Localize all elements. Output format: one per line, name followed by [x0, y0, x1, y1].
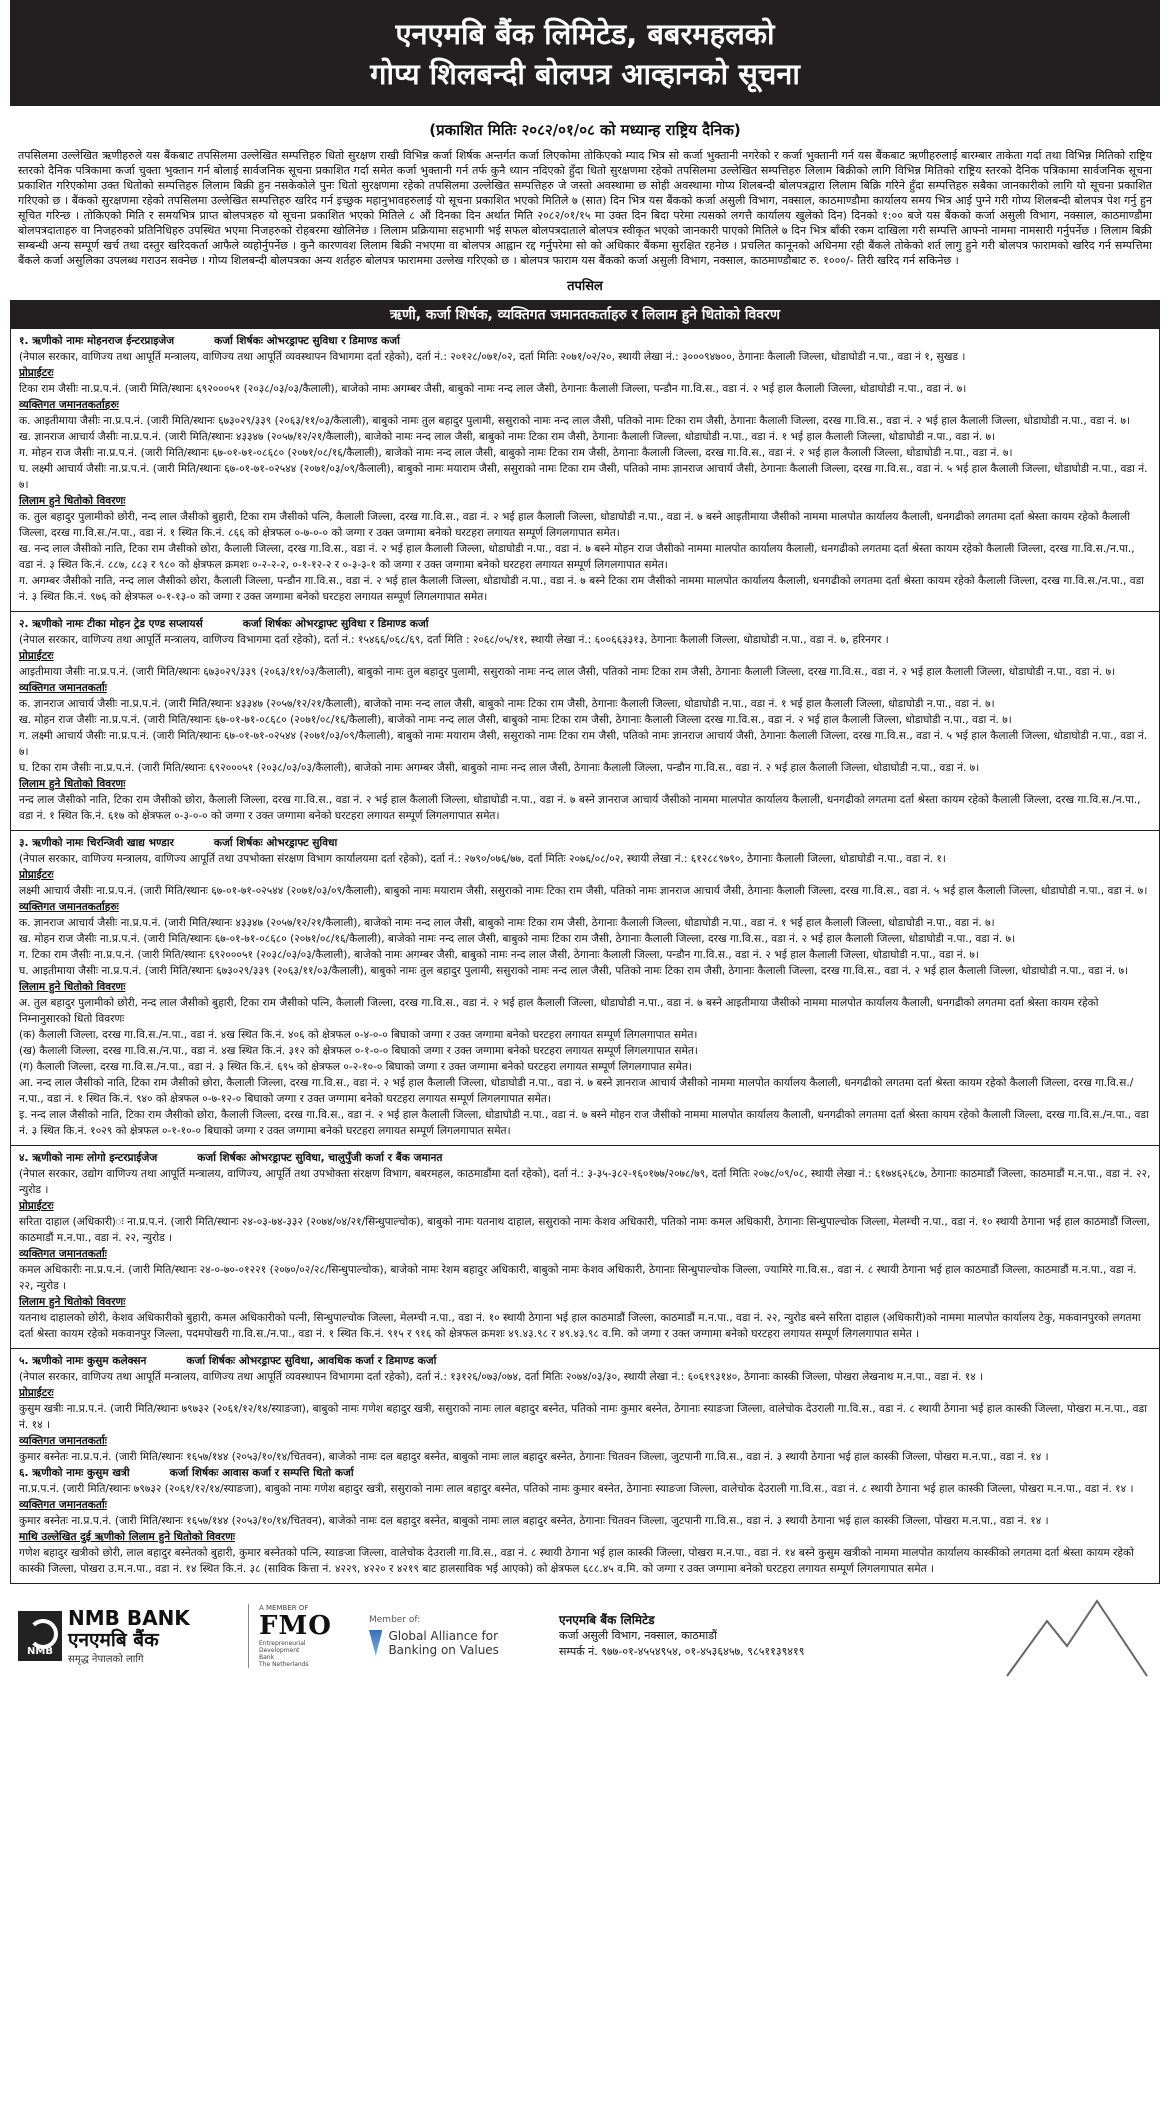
detail-line: (ख) कैलाली जिल्ला, दरख गा.वि.स./न.पा., वडा नं. ४ख स्थित कि.नं. ३१२ को क्षेत्रफल ०-१-०-० बिघाको जग्गा र उक्त जग्गामा बनेको घरटहरा लगायत सम्पूर्ण लिगलगापात समेत।	[19, 1045, 698, 1057]
detail-line: लक्ष्मी आचार्य जैसीः ना.प्र.प.नं. (जारी मिति/स्थानः ६७-०१-७१-०२५४४ (२०७१/०३/०९/कैलाली), बाबुको नामः मयाराम जैसी, ससुराको नामः टिका राम जैसी, पतिको नामः ज्ञानराज आचार्य जैसी, ठेगानाः कैलाली जिल्ला, दरख गा.वि.स., वडा नं. ५ भई हाल कैलाली जिल्ला, धोडाघोडी न.पा., वडा नं. ७।	[19, 885, 1148, 897]
fmo-name: FMO	[259, 1611, 332, 1641]
borrower-name: २. ऋणीको नामः टीका मोहन ट्रेड एण्ड सप्लायर्स	[19, 618, 203, 630]
fmo-sub-4: The Netherlands	[259, 1661, 309, 1668]
detail-line: ग. अगम्बर जैसीको नाति, नन्द लाल जैसीको छोरा, कैलाली जिल्ला, पन्डौन गा.वि.स., वडा नं. २ भई हाल कैलाली जिल्ला, धोडाघोडी न.पा., वडा नं. ७ बस्ने टिका राम जैसीको नाममा मालपोत कार्यालय कैलाली, धनगढीको लगतमा दर्ता श्रेस्ता कायम रहेको कैलाली जिल्ला, दरख गा.वि.स./न.पा., वडा नं. ३ स्थित कि.नं. ९७६ को क्षेत्रफल ०-१-१३-० को जग्गा र उक्त जग्गामा बनेको घरटहरा लगायत सम्पूर्ण लिगलगापात समेत।	[19, 575, 1145, 603]
detail-line: नन्द लाल जैसीको नाति, टिका राम जैसीको छोरा, कैलाली जिल्ला, दरख गा.वि.स., वडा नं. २ भई हाल कैलाली जिल्ला, धोडाघोडी न.पा., वडा नं. ७ बस्ने ज्ञानराज आचार्य जैसीको नाममा मालपोत कार्यालय कैलाली, धनगढीको लगतमा दर्ता श्रेस्ता कायम रहेको कैलाली जिल्ला, दरख गा.वि.स./न.पा., वडा नं. १ स्थित कि.नं. ६१७ को क्षेत्रफल ०-३-०-० को जग्गा र उक्त जग्गामा बनेको घरटहरा लगायत सम्पूर्ण लिगलगापात समेत।	[19, 794, 1141, 822]
borrower-name: ६. ऋणीको नामः कुसुम खत्री	[19, 1467, 130, 1479]
intro-paragraph: तपसिलमा उल्लेखित ऋणीहरुले यस बैंकबाट तपसिलमा उल्लेखित सम्पत्तिहरु धितो सुरक्षण राखी विभिन्न कर्जा शिर्षक अन्तर्गत कर्जा लिएकोमा तोकिएको म्याद भित्र सो कर्जा भुक्तानी नगरेको र कर्जा भुक्तानी गर्न यस बैंकबाट ऋणीहरुलाई बारम्बार ताकेता गर्दा तथा विभिन्न मितिको राष्ट्रिय स्तरको दैनिक पत्रिकामा कर्जा चुक्ता भुक्तान गर्न बोलाई सार्वजनिक सूचना प्रकाशित गर्दा समेत कर्जा भुक्तानी गर्न तर्फ कुनै ध्यान नदिएको हुँदा धितो सुरक्षणमा रहेको तपसिलमा उल्लेखित सम्पत्तिहरु लिलाम बिक्रीको लागि विभिन्न मितिको राष्ट्रिय स्तरको दैनिक पत्रिकामा सार्वजनिक सूचना प्रकाशित गरिएकोमा उक्त धितोको सम्पत्तिहरु लिलाम बिक्री हुन नसकेकोले पुनः धितो सुरक्षणमा रहेको तपसिलमा उल्लेखित सम्पत्तिहरु जे जस्तो अवस्थामा छ सोही अवस्थामा गोप्य शिलबन्दी बोलपत्रद्वारा लिलाम बिक्रि गरिने हुँदा सम्पत्तिहरु सबैका जानकारीको लागि यो सूचना प्रकाशित गरिएको छ । बैंकको सुरक्षणमा रहेको तपसिलमा उल्लेखित सम्पत्तिहरु खरिद गर्न इच्छुक महानुभावहरुलाई यो सूचना प्रकाशित भएको मितिले ७ (सात) दिन भित्र यस बैंकको कर्जा असुली विभाग, नक्साल, काठमाण्डौमा कार्यालय समय भित्र आई पुग्ने गरी गोप्य शिलबन्दी बोलपत्र पेश गर्नु हुन सूचित गरिन्छ । तोकिएको मिति र समयभित्र प्राप्त बोलपत्रहरु यो सूचना प्रकाशित भएको मितिले ८ औं दिनका दिन अर्थात मिति २०८२/०१/१५ मा उक्त दिन बिदा परेमा त्यसको लगत्तै कार्यालय खुलेको दिन) दिनको १:०० बजे यस बैंकको कर्जा असुली विभाग, नक्साल, काठमाण्डौमा बोलपत्रदाताहरु वा निजहरुको प्रतिनिधिहरु उपस्थित भएमा निजहरुको रोहबरमा खोलिनेछ । लिलाम प्रक्रियामा सहभागी भई सफल बोलपत्रदाताले बोलपत्र स्वीकृत भएको जानकारी पाएको मितिले ७ दिन भित्र बाँकी रकम दाखिला गरी सम्पत्ति आफ्नो नाममा नामसारी गर्नुपर्नेछ । लिलाम बिक्री सम्बन्धी अन्य सम्पूर्ण खर्च तथा दस्तुर खरिदकर्ता आफैले व्यहोर्नुपर्नेछ । कुनै कारणवश लिलाम बिक्री नभएमा वा बोलपत्र आह्वान रद्द गर्नुपरेमा सो को अधिकार बैंकमा सुरक्षित रहनेछ । प्रचलित कानूनको अधिनमा रही बैंकले तोकेको शर्त लागु हुने गरी बोलपत्र फारामको खरिद गर्न सम्पत्तिमा बैंकले कर्जा असुलिका उपलब्ध गराउन सक्नेछ । गोप्य शिलबन्दी बोलपत्रका अन्य शर्तहरु बोलपत्र फाराममा उल्लेख गरिएको छ । बोलपत्र फाराम यस बैंकको कर्जा असुली विभाग, नक्साल, काठमाण्डौबाट रु. १०००/- तिरी खरिद गर्न सकिनेछ ।	[18, 149, 1152, 267]
loan-type: कर्जा शिर्षकः ओभरड्राफ्ट सुविधा	[213, 837, 338, 849]
subheading: लिलाम हुने धितोको विवरणः	[19, 495, 126, 507]
detail-line: ख. नन्द लाल जैसीको नाति, टिका राम जैसीको छोरा, कैलाली जिल्ला, दरख गा.वि.स., वडा नं. २ भई हाल कैलाली जिल्ला, धोडाघोडी न.पा., वडा नं. ७ बस्ने मोहन राज जैसीको नाममा मालपोत कार्यालय कैलाली, धनगढीको लगतमा दर्ता श्रेस्ता कायम रहेको कैलाली जिल्ला, दरख गा.वि.स./न.पा., वडा नं. ३ स्थित कि.नं. ८८७, ८८३ र ९८० को क्षेत्रफल क्रमशः ०-२-२-२, ०-१-१२-२ र ०-३-३-१ को जग्गा र उक्त जग्गामा बनेको घरटहरा लगायत सम्पूर्ण लिगलगापात समेत।	[19, 543, 1135, 571]
detail-line: गणेश बहादुर खत्रीको छोरी, लाल बहादुर बस्नेतको बुहारी, कुमार बस्नेतको पत्नि, स्याङजा जिल्ला, वालेचोक देउराली गा.वि.स., वडा नं. ८ स्थायी ठेगाना भई हाल कास्की जिल्ला, पोखरा म.न.पा., वडा नं. १४ बस्ने कुसुम खत्रीको नाममा मालपोत कार्यालय कास्कीको लगतमा दर्ता श्रेस्ता कायम रहेको कास्की जिल्ला, पोखरा उ.म.न.पा., वडा नं. १४ स्थित कि.नं. ३८ (साविक कित्ता नं. ४२२९, ४२२० र ४२१९ बाट हालसाविक भई आएको) को क्षेत्रफल ६८८.४५ व.मि. को जग्गा र उक्त जग्गामा बनेको घरटहरा लगायत सम्पूर्ण लिगलगापात समेत ।	[19, 1547, 1134, 1575]
published-date: (प्रकाशित मितिः २०८२/०१/०८ को मध्यान्ह राष्ट्रिय दैनिक)	[429, 121, 741, 139]
loan-type: कर्जा शिर्षकः ओभरड्राफ्ट सुविधा, चालुपुँजी कर्जा र बैंक जमानत	[197, 1152, 443, 1164]
borrower-section	[11, 1146, 1159, 1349]
borrower-section	[11, 329, 1159, 612]
detail-line: क. तुल बहादुर पुलामीको छोरी, नन्द लाल जैसीको बुहारी, टिका राम जैसीको पत्नि, कैलाली जिल्ला, दरख गा.वि.स., वडा नं. २ भई हाल कैलाली जिल्ला, धोडाघोडी न.पा., वडा नं. ७ बस्ने आइतीमाया जैसीको नाममा मालपोत कार्यालय कैलाली, धनगढीको लगतमा दर्ता श्रेस्ता कायम रहेको कैलाली जिल्ला, दरख गा.वि.स./न.पा., वडा नं. १ स्थित कि.नं. ८६६ को क्षेत्रफल ०-७-०-० को जग्गा र उक्त जग्गामा बनेको घरटहरा लगायत सम्पूर्ण लिगलगापात समेत।	[19, 511, 1130, 539]
detail-line: टिका राम जैसीः ना.प्र.प.नं. (जारी मिति/स्थानः ६९२०००५१ (२०३८/०३/०३/कैलाली), बाजेको नामः अगम्बर जैसी, बाबुको नामः नन्द लाल जैसी, ठेगानाः कैलाली जिल्ला, पन्डौन गा.वि.स., वडा नं. २ भई हाल कैलाली जिल्ला, धोडाघोडी न.पा., वडा नं. ७।	[19, 383, 967, 395]
gabv-icon	[369, 1630, 382, 1656]
borrower-name: ५. ऋणीको नामः कुसुम कलेक्सन	[19, 1355, 147, 1367]
subheading: व्यक्तिगत जमानतकर्ताः	[19, 682, 107, 694]
detail-line: ख. ज्ञानराज आचार्य जैसीः ना.प्र.प.नं. (जारी मिति/स्थानः ४३३४७ (२०५७/१२/२१/कैलाली), बाजेको नामः नन्द लाल जैसी, बाबुको नामः टिका राम जैसी, ठेगानाः कैलाली जिल्ला, धोडाघोडी न.पा., वडा नं. १ भई हाल कैलाली जिल्ला, धोडाघोडी न.पा., वडा नं. ७।	[19, 431, 996, 443]
fmo-member-text: A MEMBER OF	[259, 1604, 309, 1612]
detail-line: ग. मोहन राज जैसीः ना.प्र.प.नं. (जारी मिति/स्थानः ६७-०१-७१-०८६८० (२०७१/०८/१६/कैलाली), बाजेको नामः नन्द लाल जैसी, बाबुको नामः टिका राम जैसी, ठेगानाः कैलाली जिल्ला, दरख गा.वि.स., वडा नं. २ भई हाल कैलाली जिल्ला, धोडाघोडी न.पा., वडा नं. ७।	[19, 447, 1013, 459]
contact-name: एनएमबि बैंक लिमिटेड	[559, 1613, 655, 1627]
nmb-logo	[18, 1607, 248, 1665]
loan-type: कर्जा शिर्षकः आवास कर्जा र सम्पत्ति धितो कर्जा	[169, 1467, 354, 1479]
detail-line: ग. लक्ष्मी आचार्य जैसीः ना.प्र.प.नं. (जारी मिति/स्थानः ६७-०१-७१-०२५४४ (२०७१/०३/०९/कैलाली), बाबुको नामः मयाराम जैसी, ससुराको नामः टिका राम जैसी, पतिको नामः ज्ञानराज आचार्य जैसी, ठेगानाः कैलाली जिल्ला, दरख गा.वि.स., वडा नं. ५ भई हाल कैलाली जिल्ला, धोडाघोडी न.पा., वडा नं. ७।	[19, 730, 1148, 758]
detail-line: क. आइतीमाया जैसीः ना.प्र.प.नं. (जारी मिति/स्थानः ६७३०२९/३३९ (२०६३/११/०३/कैलाली), बाबुको नामः तुल बहादुर पुलामी, ससुराको नामः नन्द लाल जैसी, पतिको नामः टिका राम जैसी, ठेगानाः कैलाली जिल्ला, दरख गा.वि.स., वडा नं. २ भई हाल कैलाली जिल्ला, धोडाघोडी न.पा., वडा नं. ७।	[19, 415, 1130, 427]
fmo-logo	[248, 1604, 369, 1668]
fmo-sub-2: Development	[259, 1647, 300, 1654]
subheading: प्रोप्राईटरः	[19, 1200, 54, 1212]
schedule-table	[10, 329, 1160, 1584]
detail-line: कुमार बस्नेतः ना.प्र.प.नं. (जारी मिति/स्थानः १६५७/१४४ (२०५३/१०/१४/चितवन), बाजेको नामः दल बहादुर बस्नेत, बाबुको नामः लाल बहादुर बस्नेत, ठेगानाः चितवन जिल्ला, जुटपानी गा.वि.स., वडा नं. ३ स्थायी ठेगाना भई हाल कास्की जिल्ला, पोखरा म.न.पा., वडा नं. १४ ।	[19, 1515, 1049, 1527]
detail-line: क. ज्ञानराज आचार्य जैसीः ना.प्र.प.नं. (जारी मिति/स्थानः ४३३४७ (२०५७/१२/२१/कैलाली), बाजेको नामः नन्द लाल जैसी, बाबुको नामः टिका राम जैसी, ठेगानाः कैलाली जिल्ला, धोडाघोडी न.पा., वडा नं. १ भई हाल कैलाली जिल्ला, धोडाघोडी न.पा., वडा नं. ७।	[19, 917, 995, 929]
borrower-header	[19, 333, 1151, 349]
detail-line: (क) कैलाली जिल्ला, दरख गा.वि.स./न.पा., वडा नं. ४ख स्थित कि.नं. ४०६ को क्षेत्रफल ०-४-०-० बिघाको जग्गा र उक्त जग्गामा बनेको घरटहरा लगायत सम्पूर्ण लिगलगापात समेत।	[19, 1029, 698, 1041]
borrower-section	[11, 612, 1159, 831]
detail-line: ग. टिका राम जैसीः ना.प्र.प.नं. (जारी मिति/स्थानः ६९२०००५१ (२०३८/०३/०३/कैलाली), बाजेको नामः अगम्बर जैसी, बाबुको नामः नन्द लाल जैसी, ठेगानाः कैलाली जिल्ला, पन्डौन गा.वि.स., वडा नं. २ भई हाल कैलाली जिल्ला, धोडाघोडी न.पा., वडा नं. ७।	[19, 949, 979, 961]
detail-line: कमल अधिकारीः ना.प्र.प.नं. (जारी मिति/स्थानः २४-०-७०-०१२२१ (२०७०/०२/२८/सिन्धुपाल्चोक), बाजेको नामः रेशम बहादुर अधिकारी, बाबुको नामः केशव अधिकारी, ठेगानाः सिन्धुपाल्चोक जिल्ला, ज्यामिरे गा.वि.स., वडा नं. ८ स्थायी ठेगाना भई हाल काठमाडौं जिल्ला, काठमाडौं म.न.पा., वडा नं. २२, न्युरोड ।	[19, 1264, 1137, 1292]
detail-line: अ. तुल बहादुर पुलामीको छोरी, नन्द लाल जैसीको बुहारी, टिका राम जैसीको पत्नि, कैलाली जिल्ला, दरख गा.वि.स., वडा नं. २ भई हाल कैलाली जिल्ला, धोडाघोडी न.पा., वडा नं. ७ बस्ने आइतीमाया जैसीको नाममा मालपोत कार्यालय कैलाली, धनगढीको लगतमा दर्ता श्रेस्ता कायम रहेको निम्नानुसारको धितो विवरणः	[19, 997, 1099, 1025]
member-of-label: Member of:	[369, 1615, 421, 1625]
subheading: व्यक्तिगत जमानतकर्ताः	[19, 1435, 107, 1447]
contact-dept: कर्जा असुली विभाग, नक्साल, काठमाडौं	[559, 1629, 717, 1642]
schedule-title: ऋणी, कर्जा शिर्षक, व्यक्तिगत जमानतकर्ताहरु र लिलाम हुने धितोको विवरण	[10, 300, 1160, 329]
borrower-name: १. ऋणीको नामः मोहनराज ईन्टरप्राइजेज	[19, 335, 175, 347]
nmb-name-en: NMB BANK	[68, 1606, 190, 1630]
borrower-header	[19, 1465, 1151, 1481]
borrower-section	[11, 831, 1159, 1146]
schedule-label: तपसिल	[567, 279, 603, 294]
detail-line: (नेपाल सरकार, वाणिज्य मन्त्रालय, वाणिज्य आपूर्ति तथा उपभोक्ता संरक्षण विभाग कार्यालयमा दर्ता रहेको), दर्ता नं.: २७९०/०७६/७७, दर्ता मितिः २०७६/०८/०२, स्थायी लेखा नं.: ६१२८८९७९०, ठेगानाः कैलाली जिल्ला, धोडाघोडी न.पा., वडा नं. १।	[19, 853, 946, 865]
loan-type: कर्जा शिर्षकः ओभरड्राफ्ट सुविधा र डिमाण्ड कर्जा	[242, 618, 429, 630]
mountain-icon	[1002, 1591, 1152, 1681]
fmo-sub-3: Bank	[259, 1654, 275, 1661]
borrower-section	[11, 1349, 1159, 1583]
contact-block	[539, 1612, 1002, 1660]
detail-line: यतनाथ दाहालको छोरी, केशव अधिकारीको बुहारी, कमल अधिकारीको पत्नी, सिन्धुपाल्चोक जिल्ला, मेलम्ची न.पा., वडा नं. १० स्थायी ठेगाना भई हाल काठमाडौं जिल्ला, काठमाडौं म.न.पा., वडा नं. २२, न्युरोड बस्ने सरिता दाहाल (अधिकारी)को नाममा मालपोत कार्यालय टेकु, मकवानपुरको लगतमा दर्ता श्रेस्ता कायम रहेको मकवानपुर जिल्ला, पदमपोखरी गा.वि.स./न.पा., वडा नं. १ स्थित कि.नं. ९१५ र ९१६ को क्षेत्रफल क्रमशः ४९.४३.९८ र ४९.४३.९८ व.मि. को जग्गा र उक्त जग्गामा बनेको घरटहरा लगायत सम्पूर्ण लिगलगापात समेत ।	[19, 1312, 1141, 1340]
detail-line: सरिता दाहाल (अधिकारी)ः ना.प्र.प.नं. (जारी मिति/स्थानः २४-०३-७४-३३२ (२०७४/०४/२१/सिन्धुपाल्चोक), बाबुको नामः यतनाथ दाहाल, ससुराको नामः केशव अधिकारी, पतिको नामः कमल अधिकारी, ठेगानाः सिन्धुपाल्चोक जिल्ला, मेलम्ची न.पा., वडा नं. १० स्थायी ठेगाना भई हाल काठमाडौं जिल्ला, काठमाडौं म.न.पा., वडा नं. २२, न्युरोड ।	[19, 1216, 1150, 1244]
subheading: माथि उल्लेखित दुई ऋणीको लिलाम हुने धितोको विवरणः	[19, 1531, 236, 1543]
borrower-header	[19, 835, 1151, 851]
fmo-sub-1: Entrepreneurial	[259, 1640, 306, 1647]
borrower-name: ३. ऋणीको नामः चिरन्जिवी खाद्य भण्डार	[19, 837, 174, 849]
detail-line: आ. नन्द लाल जैसीको नाति, टिका राम जैसीको छोरा, कैलाली जिल्ला, दरख गा.वि.स., वडा नं. २ भई हाल कैलाली जिल्ला, धोडाघोडी न.पा., वडा नं. ७ बस्ने ज्ञानराज आचार्य जैसीको नाममा मालपोत कार्यालय कैलाली, धनगढीको लगतमा दर्ता श्रेस्ता कायम रहेको कैलाली जिल्ला, दरख गा.वि.स./न.पा., वडा नं. १ स्थित कि.नं. ९४० को क्षेत्रफल ०-७-१२-० बिघाको जग्गा र उक्त जग्गामा बनेको घरटहरा लगायत सम्पूर्ण लिगलगापात समेत।	[19, 1077, 1134, 1105]
detail-line: कुसुम खत्रीः ना.प्र.प.नं. (जारी मिति/स्थानः ७९७३२ (२०६१/१२/१४/स्याङजा), बाबुको नामः गणेश बहादुर खत्री, ससुराको नामः लाल बहादुर बस्नेत, पतिको नामः कुमार बस्नेत, ठेगानाः स्याङजा जिल्ला, वालेचोक देउराली गा.वि.स., वडा नं. ८ स्थायी ठेगाना भई हाल कास्की जिल्ला, पोखरा म.न.पा., वडा नं. १४ ।	[19, 1403, 1147, 1431]
subheading: प्रोप्राईटरः	[19, 1387, 54, 1399]
title-banner	[10, 0, 1160, 106]
detail-line: (नेपाल सरकार, वाणिज्य तथा आपूर्ति मन्त्रालय, वाणिज्य तथा आपूर्ति व्यवस्थापन विभागमा दर्ता रहेको), दर्ता नं.: २०१२८/०७१/०२, दर्ता मितिः २०७१/०२/२०, स्थायी लेखा नं.: ३०००९४७००, ठेगानाः कैलाली जिल्ला, धोडाघोडी न.पा., वडा नं १, सुखड ।	[19, 351, 966, 363]
contact-phone: सम्पर्क नं. ९७७-०१-४५५४९५४, ०१-४५३६४५७, ९८५११३९४१९	[559, 1645, 805, 1658]
notice-page	[10, 0, 1160, 1683]
nmb-name-ne: एनएमबि बैंक	[68, 1629, 159, 1651]
subheading: लिलाम हुने धितोको विवरणः	[19, 1296, 126, 1308]
footer	[10, 1588, 1160, 1683]
nmb-badge-icon: NMB	[18, 1611, 62, 1661]
subheading: लिलाम हुने धितोको विवरणः	[19, 981, 126, 993]
subheading: व्यक्तिगत जमानतकर्ताः	[19, 1499, 107, 1511]
detail-line: घ. लक्ष्मी आचार्य जैसीः ना.प्र.प.नं. (जारी मिति/स्थानः ६७-०१-७१-०२५४४ (२०७१/०३/०९/कैलाली), बाबुको नामः मयाराम जैसी, ससुराको नामः टिका राम जैसी, पतिको नामः ज्ञानराज आचार्य जैसी, ठेगानाः कैलाली जिल्ला, दरख गा.वि.स., वडा नं. ५ भई हाल कैलाली जिल्ला, धोडाघोडी न.पा., वडा नं. ७।	[19, 463, 1148, 491]
detail-line: ख. मोहन राज जैसीः ना.प्र.प.नं. (जारी मिति/स्थानः ६७-०१-७१-०८६८० (२०७१/०८/१६/कैलाली), बाजेको नामः नन्द लाल जैसी, बाबुको नामः टिका राम जैसी, ठेगानाः कैलाली जिल्ला दरख गा.वि.स., वडा नं. २ भई हाल कैलाली जिल्ला, धोडाघोडी न.पा., वडा नं. ७।	[19, 714, 1012, 726]
detail-line: (नेपाल सरकार, वाणिज्य तथा आपूर्ति मन्त्रालय, वाणिज्य तथा आपूर्ति व्यवस्थापन विभागमा दर्ता रहेको), दर्ता नं.: १३१२६/०७३/०७४, दर्ता मितिः २०७४/०३/३०, स्थायी लेखा नं.: ६०६१९३१४०, ठेगानाः कास्की जिल्ला, पोखरा लेखनाथ म.न.पा., वडा नं. १४ ।	[19, 1371, 984, 1383]
detail-line: ना.प्र.प.नं. (जारी मिति/स्थानः ७९७३२ (२०६१/१२/१४/स्याङजा), बाबुको नामः गणेश बहादुर खत्री, ससुराको नामः लाल बहादुर बस्नेत, पतिको नामः कुमार बस्नेत, ठेगानाः स्याङजा जिल्ला, वालेचोक देउराली गा.वि.स., वडा नं. ८ स्थायी ठेगाना भई हाल कास्की जिल्ला, पोखरा म.न.पा., वडा नं. १४ ।	[19, 1483, 1134, 1495]
detail-line: घ. टिका राम जैसीः ना.प्र.प.नं. (जारी मिति/स्थानः ६९२०००५१ (२०३८/०३/०३/कैलाली), बाजेको नामः अगम्बर जैसी, बाबुको नामः नन्द लाल जैसी, ठेगानाः कैलाली जिल्ला, पन्डौन गा.वि.स., वडा नं. २ भई हाल कैलाली जिल्ला, धोडाघोडी न.पा., वडा नं. ७।	[19, 762, 980, 774]
borrower-name: ४. ऋणीको नामः लोगो इन्टरप्राईजेज	[19, 1152, 158, 1164]
detail-line: इ. नन्द लाल जैसीको नाति, टिका राम जैसीको छोरा, कैलाली जिल्ला, दरख गा.वि.स., वडा नं. २ भई हाल कैलाली जिल्ला, धोडाघोडी न.पा., वडा नं. ७ बस्ने मोहन राज जैसीको नाममा मालपोत कार्यालय कैलाली, धनगढीको लगतमा दर्ता श्रेस्ता कायम रहेको कैलाली जिल्ला, दरख गा.वि.स./न.पा., वडा नं. ३ स्थित कि.नं. १०२९ को क्षेत्रफल ०-१-१०-० बिघाको जग्गा र उक्त जग्गामा बनेको घरटहरा लगायत सम्पूर्ण लिगलगापात समेत।	[19, 1109, 1149, 1137]
subheading: प्रोप्राईटरः	[19, 869, 54, 881]
subheading: व्यक्तिगत जमानतकर्ताः	[19, 1248, 107, 1260]
detail-line: (नेपाल सरकार, वाणिज्य तथा आपूर्ति मन्त्रालय, वाणिज्य विभागमा दर्ता रहेको), दर्ता नं.: १५४६६/०६८/६९, दर्ता मिति : २०६८/०५/११, स्थायी लेखा नं.: ६००६६३३१३, ठेगानाः कैलाली जिल्ला, धोडाघोडी न.पा., वडा नं. ७, हरिनगर ।	[19, 634, 889, 646]
subheading: प्रोप्राईटरः	[19, 650, 54, 662]
detail-line: ख. मोहन राज जैसीः ना.प्र.प.नं. (जारी मिति/स्थानः ६७-०१-७१-०८६८० (२०७१/०८/१६/कैलाली), बाजेको नामः नन्द लाल जैसी, बाबुको नामः टिका राम जैसी, ठेगानाः कैलाली जिल्ला, दरख गा.वि.स., वडा नं. २ भई हाल कैलाली जिल्ला, धोडाघोडी न.पा., वडा नं. ७।	[19, 933, 1016, 945]
subheading: व्यक्तिगत जमानतकर्ताहरुः	[19, 399, 119, 411]
detail-line: (नेपाल सरकार, उद्योग वाणिज्य तथा आपूर्ति मन्त्रालय, वाणिज्य, आपूर्ति तथा उपभोक्ता संरक्षण विभाग, बबरमहल, काठमाडौंमा दर्ता रहेको), दर्ता नं.: ३-३५-३८२-१६०१७७/२०७८/७९, दर्ता मितिः २०७८/०९/०८, स्थायी लेखा नं.: ६१७४६२६८७, ठेगानाः काठमाडौं जिल्ला, काठमाडौं म.न.पा., वडा नं. २२, न्युरोड ।	[19, 1168, 1151, 1196]
loan-type: कर्जा शिर्षकः ओभरड्राफ्ट सुविधा र डिमाण्ड कर्जा	[214, 335, 400, 347]
subheading: व्यक्तिगत जमानतकर्ताहरुः	[19, 901, 119, 913]
loan-type: कर्जा शिर्षकः ओभरड्राफ्ट सुविधा, आवधिक कर्जा र डिमाण्ड कर्जा	[186, 1355, 437, 1367]
detail-line: क. ज्ञानराज आचार्य जैसीः ना.प्र.प.नं. (जारी मिति/स्थानः ४३३४७ (२०५७/१२/२१/कैलाली), बाजेको नामः नन्द लाल जैसी, बाबुको नामः टिका राम जैसी, ठेगानाः कैलाली जिल्ला, धोडाघोडी न.पा., वडा नं. १ भई हाल कैलाली जिल्ला, धोडाघोडी न.पा., वडा नं. ७।	[19, 698, 995, 710]
title-line-1: एनएमबि बैंक लिमिटेड, बबरमहलको	[395, 17, 775, 51]
title-line-2: गोप्य शिलबन्दी बोलपत्र आव्हानको सूचना	[370, 57, 800, 91]
detail-line: (ग) कैलाली जिल्ला, दरख गा.वि.स./न.पा., वडा नं. ३ स्थित कि.नं. ६९५ को क्षेत्रफल ०-२-१०-० बिघाको जग्गा र उक्त जग्गामा बनेको घरटहरा लगायत सम्पूर्ण लिगलगापात समेत।	[19, 1061, 693, 1073]
gabv-logo	[369, 1615, 539, 1657]
borrower-header	[19, 1353, 1151, 1369]
detail-line: आइतीमाया जैसीः ना.प्र.प.नं. (जारी मिति/स्थानः ६७३०२९/३३९ (२०६३/११/०३/कैलाली), बाबुको नामः तुल बहादुर पुलामी, ससुराको नामः नन्द लाल जैसी, पतिको नामः टिका राम जैसी, ठेगानाः कैलाली जिल्ला, दरख गा.वि.स., वडा नं. २ भई हाल कैलाली जिल्ला, धोडाघोडी न.पा., वडा नं. ७।	[19, 666, 1116, 678]
gabv-name: Global Alliance for Banking on Values	[388, 1629, 499, 1657]
detail-line: कुमार बस्नेतः ना.प्र.प.नं. (जारी मिति/स्थानः १६५७/१४४ (२०५३/१०/१४/चितवन), बाजेको नामः दल बहादुर बस्नेत, बाबुको नामः लाल बहादुर बस्नेत, ठेगानाः चितवन जिल्ला, जुटपानी गा.वि.स., वडा नं. ३ स्थायी ठेगाना भई हाल कास्की जिल्ला, पोखरा म.न.पा., वडा नं. १४ ।	[19, 1451, 1049, 1463]
detail-line: घ. आइतीमाया जैसीः ना.प्र.प.नं. (जारी मिति/स्थानः ६७३०२९/३३९ (२०६३/११/०३/कैलाली), बाबुको नामः तुल बहादुर पुलामी, ससुराको नामः नन्द लाल जैसी, पतिको नामः टिका राम जैसी, ठेगानाः कैलाली जिल्ला, दरख गा.वि.स., वडा नं. २ भई हाल कैलाली जिल्ला, धोडाघोडी न.पा., वडा नं. ७।	[19, 965, 1129, 977]
nmb-tagline: समृद्ध नेपालको लागि	[68, 1654, 144, 1665]
subheading: लिलाम हुने धितोको विवरणः	[19, 778, 126, 790]
borrower-header	[19, 616, 1151, 632]
borrower-header	[19, 1150, 1151, 1166]
subheading: प्रोप्राईटरः	[19, 367, 54, 379]
